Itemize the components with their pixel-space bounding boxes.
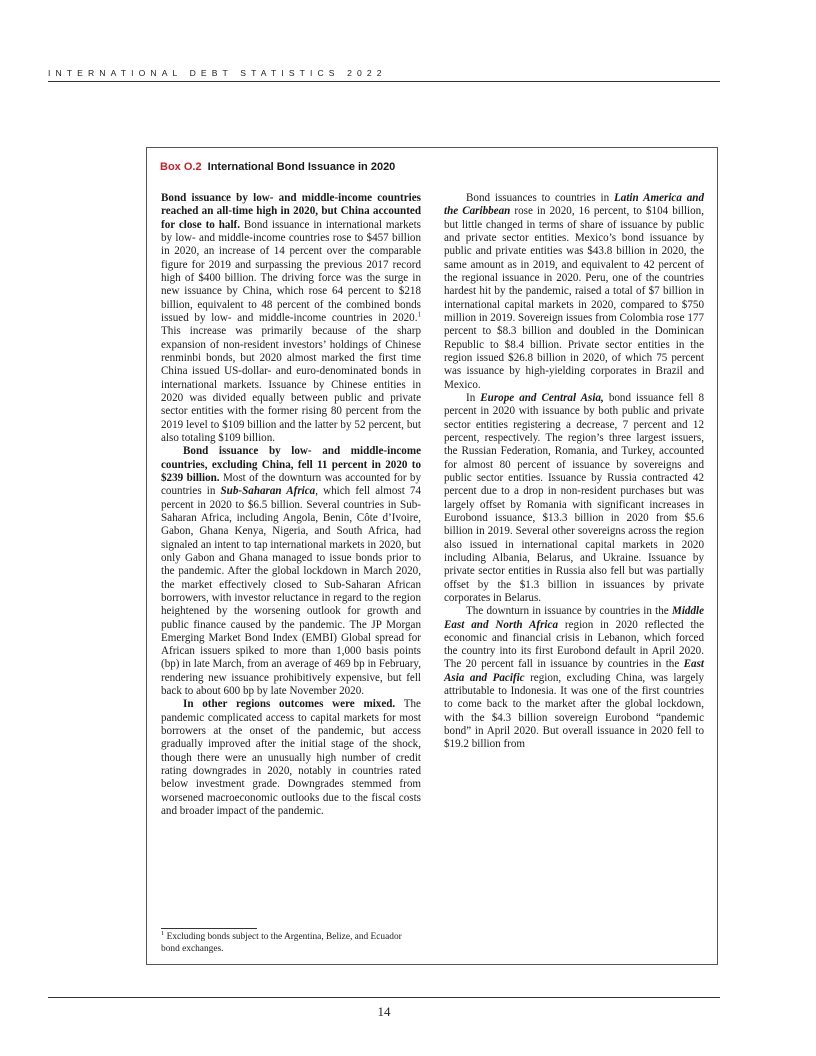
footnote xyxy=(161,931,421,955)
paragraph-6-text-a: The downturn in issuance by countries in the xyxy=(466,605,672,618)
box-title-text: International Bond Issuance in 2020 xyxy=(207,161,396,173)
running-head: INTERNATIONAL DEBT STATISTICS 2022 xyxy=(48,68,387,78)
region-middle-east-north-africa: Middle East and North Africa xyxy=(444,605,704,631)
page-number: 14 xyxy=(377,1004,391,1019)
footnote-marker: 1 xyxy=(161,929,165,937)
paragraph-2-text-a: Most of the downturn was accounted for by countries in xyxy=(161,471,421,498)
column-left xyxy=(161,192,421,818)
paragraph-1-text-a: Bond issuance in international markets by low- and middle-income countries rose to $457 billion in 2020, an increase of 14 percent over the comparable figure for 2019 and surpassing the previous 2017 record high of $400 billion. The driving force was the surge in new issuance by China, which rose 64 percent to $218 billion, equivalent to 48 percent of the combined bonds issued by low- and middle-income countries in 2020. xyxy=(161,218,421,324)
paragraph-3-lead: In other regions outcomes were mixed. xyxy=(183,698,396,711)
paragraph-1-lead: Bond issuance by low- and middle-income countries reached an all-time high in 2020, but China accounted for close to half. xyxy=(161,192,421,231)
paragraph-4-text-a: Bond issuances to countries in xyxy=(466,192,614,204)
paragraph-2 xyxy=(161,445,421,698)
paragraph-4-text-b: rose in 2020, 16 percent, to $104 billion, but little changed in terms of share of issuance by public and private sector entities. Mexico’s bond issuance by public and private entities was $43.8 billion in 2020, the same amount as in 2019, and equivalent to 42 percent of the regional issuance in 2020. Peru, one of the countries hardest hit by the pandemic, raised a total of $7 billion in international capital markets in 2020, compared to $750 million in 2019. Sovereign issues from Colombia rose 177 percent to $8.3 billion and doubled in the Dominican Republic to $8.4 billion. Private sector entities in the region issued $26.8 billion in 2020, of which 75 percent was issuance by high-yielding corporates in Brazil and Mexico. xyxy=(444,205,704,391)
paragraph-2-lead: Bond issuance by low- and middle-income countries, excluding China, fell 11 percent in 2020 to $239 billion. xyxy=(161,445,421,484)
paragraph-1 xyxy=(161,192,421,445)
header-rule xyxy=(48,81,720,82)
footnote-rule xyxy=(161,928,257,929)
box-title xyxy=(160,161,395,173)
column-right xyxy=(444,192,704,752)
paragraph-5-text-a: In xyxy=(466,391,481,404)
region-sub-saharan-africa: Sub-Saharan Africa xyxy=(220,485,316,498)
paragraph-5 xyxy=(444,392,704,605)
paragraph-6-text-b: region in 2020 reflected the economic and financial crisis in Lebanon, which forced the country into its first Eurobond default in April 2020. The 20 percent fall in issuance by countries in the xyxy=(444,618,704,671)
paragraph-4 xyxy=(444,192,704,392)
paragraph-1-text-b: This increase was primarily because of the sharp expansion of non-resident investors’ holdings of Chinese renminbi bonds, but 2020 almost marked the first time China issued US-dollar- and euro-denominated bonds in international markets. Issuance by Chinese entities in 2020 was divided equally between public and private sector entities with the former rising 80 percent from the 2019 level to $109 billion and the latter by 52 percent, but also totaling $109 billion. xyxy=(161,325,421,444)
region-europe-central-asia: Europe and Central Asia, xyxy=(480,391,604,404)
footnote-reference: 1 xyxy=(417,310,421,319)
paragraph-2-text-b: , which fell almost 74 percent in 2020 to $6.5 billion. Several countries in Sub-Saharan Africa, including Angola, Benin, Côte d’Ivoire, Gabon, Ghana Kenya, Nigeria, and South Africa, had signaled an intent to tap international markets in 2020, but only Gabon and Ghana managed to issue bonds prior to the pandemic. After the global lockdown in March 2020, the market effectively closed to Sub-Saharan African borrowers, with investor reluctance in regard to the region heightened by the worsening outlook for growth and public finance caused by the pandemic. The JP Morgan Emerging Market Bond Index (EMBI) Global spread for African issuers spiked to more than 1,000 basis points (bp) in late March, from an average of 469 bp in February, rendering new issuance prohibitively expensive, but fell back to about 600 bp by late November 2020. xyxy=(161,485,422,698)
paragraph-3-text: The pandemic complicated access to capital markets for most borrowers at the onset of the pandemic, but access gradually improved after the initial stage of the shock, though there were an unusually high number of credit rating downgrades in 2020, notably in countries rated below investment grade. Downgrades stemmed from worsened macroeconomic outlooks due to the fiscal costs and broader impact of the pandemic. xyxy=(161,698,421,818)
footer-rule xyxy=(48,997,720,998)
region-latin-america: Latin America and the Caribbean xyxy=(444,192,704,218)
footnote-text: Excluding bonds subject to the Argentina, Belize, and Ecuador bond exchanges. xyxy=(161,932,402,954)
paragraph-6-text-c: region, excluding China, was largely attributable to Indonesia. It was one of the first countries to come back to the market after the global lockdown, with the $4.3 billion sovereign Eurobond “pandemic bond” in April 2020. But overall issuance in 2020 fell to $19.2 billion from xyxy=(444,671,705,751)
region-east-asia-pacific: East Asia and Pacific xyxy=(444,658,704,684)
box-o2 xyxy=(146,147,718,965)
paragraph-5-text-b: bond issuance fell 8 percent in 2020 with issuance by both public and private sector entities registering a decrease, 7 percent and 12 percent, respectively. The region’s three largest issuers, the Russian Federation, Romania, and Turkey, accounted for almost 80 percent of issuance by sovereigns and public sector entities. Issuance by Russia contracted 42 percent due to a drop in non-resident purchases but was largely offset by Romania with significant increases in Eurobond issuance, $13.3 billion in 2020 from $5.6 billion in 2019. Several other sovereigns across the region also issued in international capital markets in 2020 including Albania, Belarus, and Ukraine. Issuance by private sector entities in Russia also fell but was partially offset by the $1.3 billion in issuances by private corporates in Belarus. xyxy=(444,391,705,604)
paragraph-6 xyxy=(444,605,704,752)
paragraph-3 xyxy=(161,698,421,818)
box-label: Box O.2 xyxy=(160,161,202,173)
